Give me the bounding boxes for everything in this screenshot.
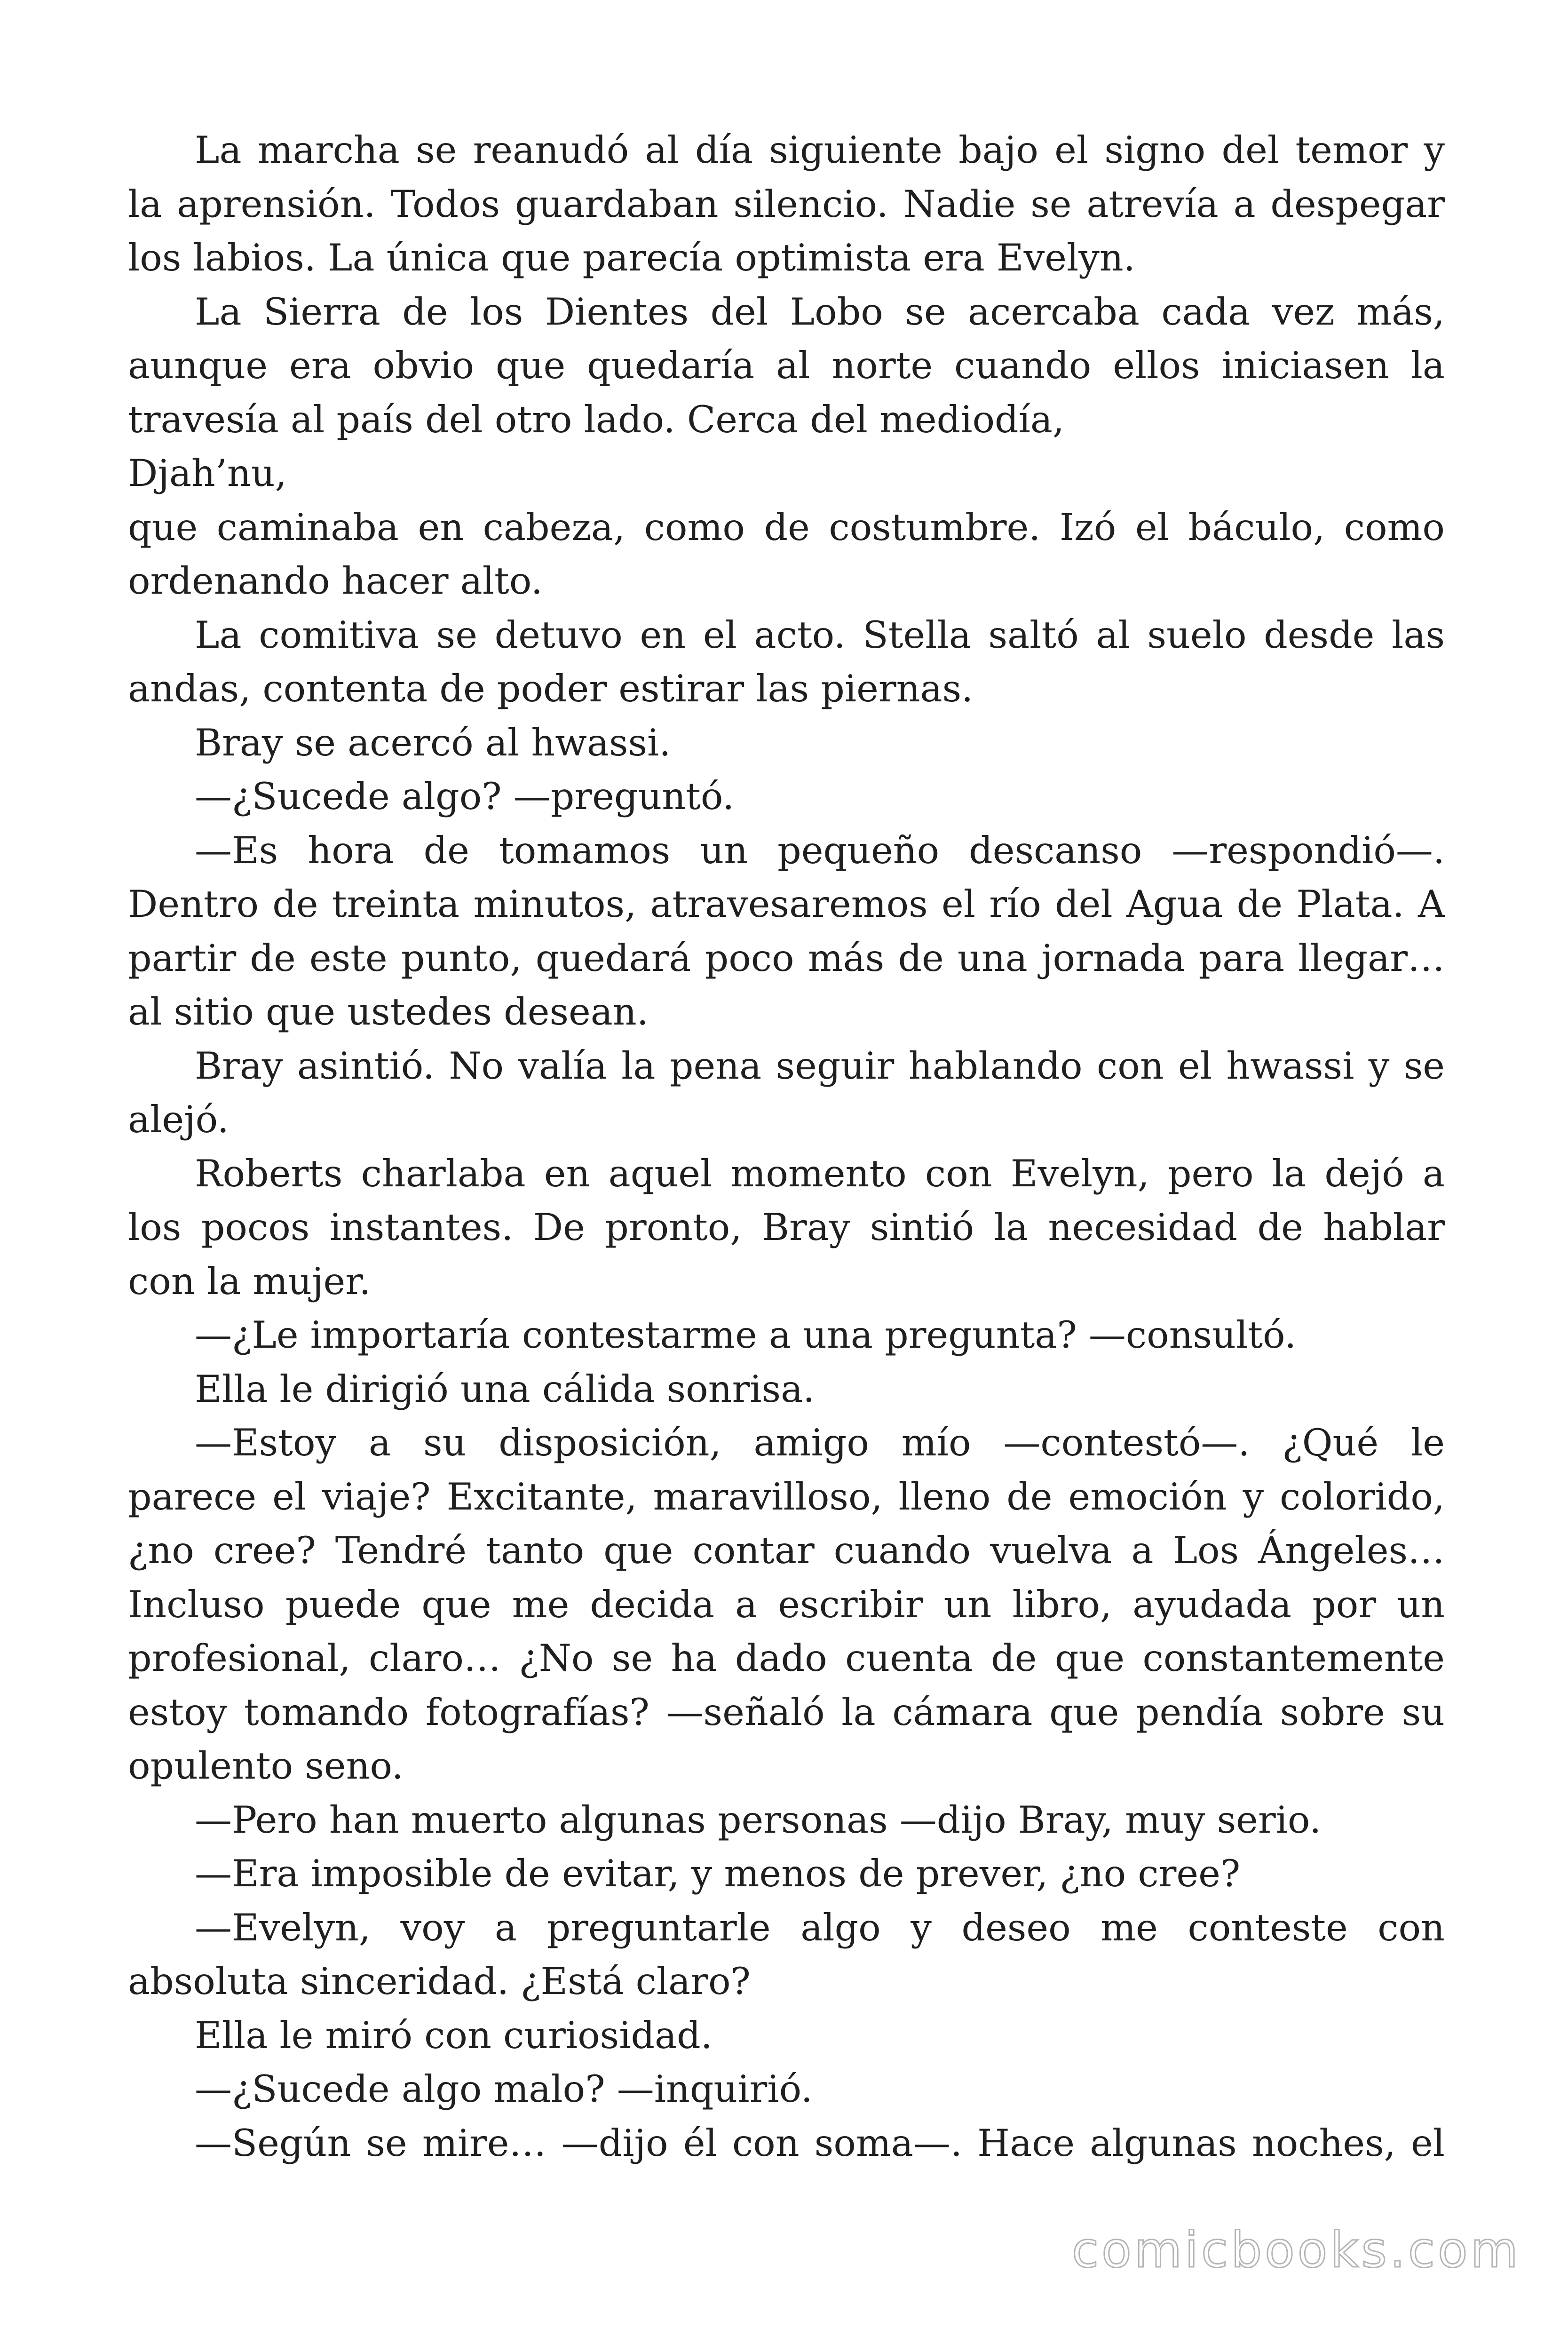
text-line: los labios. La única que parecía optimista era Evelyn.	[128, 236, 1135, 279]
text-line: los pocos instantes. De pronto, Bray sintió la necesidad de hablar	[128, 1206, 1445, 1249]
text-line: —¿Le importaría contestarme a una pregunta? —consultó.	[195, 1313, 1297, 1357]
text-line: —Era imposible de evitar, y menos de prever, ¿no cree?	[195, 1852, 1241, 1895]
text-line: Bray asintió. No valía la pena seguir hablando con el hwassi y se	[195, 1044, 1445, 1088]
text-line: Roberts charlaba en aquel momento con Evelyn, pero la dejó a	[195, 1152, 1445, 1195]
text-line: opulento seno.	[128, 1744, 404, 1788]
text-line: Djah’nu,	[128, 452, 287, 495]
text-line: travesía al país del otro lado. Cerca del mediodía,	[128, 397, 1065, 441]
text-line: aunque era obvio que quedaría al norte cuando ellos iniciasen la	[128, 344, 1445, 387]
text-line: con la mujer.	[128, 1259, 371, 1303]
text-line: al sitio que ustedes desean.	[128, 990, 649, 1033]
text-line: La marcha se reanudó al día siguiente bajo el signo del temor y	[195, 128, 1445, 172]
text-line: andas, contenta de poder estirar las piernas.	[128, 667, 974, 710]
text-line: —Evelyn, voy a preguntarle algo y deseo me conteste con	[195, 1906, 1445, 1949]
text-line: Ella le miró con curiosidad.	[195, 2013, 713, 2057]
text-line: —Es hora de tomamos un pequeño descanso —respondió—.	[195, 828, 1445, 872]
text-line: Dentro de treinta minutos, atravesaremos el río del Agua de Plata. A	[128, 882, 1445, 926]
text-line: Bray se acercó al hwassi.	[195, 721, 671, 764]
text-line: estoy tomando fotografías? —señaló la cámara que pendía sobre su	[128, 1690, 1445, 1734]
text-line: ordenando hacer alto.	[128, 559, 543, 603]
book-page-text	[128, 123, 1445, 2170]
text-line: alejó.	[128, 1098, 229, 1141]
text-line: profesional, claro… ¿No se ha dado cuenta de que constantemente	[128, 1637, 1445, 1680]
text-line: —Estoy a su disposición, amigo mío —contestó—. ¿Qué le	[195, 1421, 1445, 1464]
text-line: La comitiva se detuvo en el acto. Stella saltó al suelo desde las	[195, 613, 1445, 657]
text-line: parece el viaje? Excitante, maravilloso, lleno de emoción y colorido,	[128, 1475, 1445, 1518]
text-line: Ella le dirigió una cálida sonrisa.	[195, 1367, 815, 1411]
text-line: que caminaba en cabeza, como de costumbre. Izó el báculo, como	[128, 505, 1445, 549]
text-line: la aprensión. Todos guardaban silencio. Nadie se atrevía a despegar	[128, 182, 1445, 226]
text-line: —¿Sucede algo malo? —inquirió.	[195, 2067, 813, 2111]
text-line: ¿no cree? Tendré tanto que contar cuando vuelva a Los Ángeles…	[128, 1529, 1445, 1572]
text-line: —¿Sucede algo? —preguntó.	[195, 775, 735, 818]
text-line: Incluso puede que me decida a escribir un libro, ayudada por un	[128, 1582, 1445, 1626]
watermark-text: comicbooks.com	[1071, 2221, 1521, 2279]
text-line: partir de este punto, quedará poco más de una jornada para llegar…	[128, 936, 1445, 980]
text-line: La Sierra de los Dientes del Lobo se acercaba cada vez más,	[195, 290, 1445, 334]
text-line: —Según se mire… —dijo él con soma—. Hace algunas noches, el	[195, 2121, 1445, 2165]
text-line: absoluta sinceridad. ¿Está claro?	[128, 1960, 751, 2003]
text-line: —Pero han muerto algunas personas —dijo Bray, muy serio.	[195, 1798, 1322, 1842]
